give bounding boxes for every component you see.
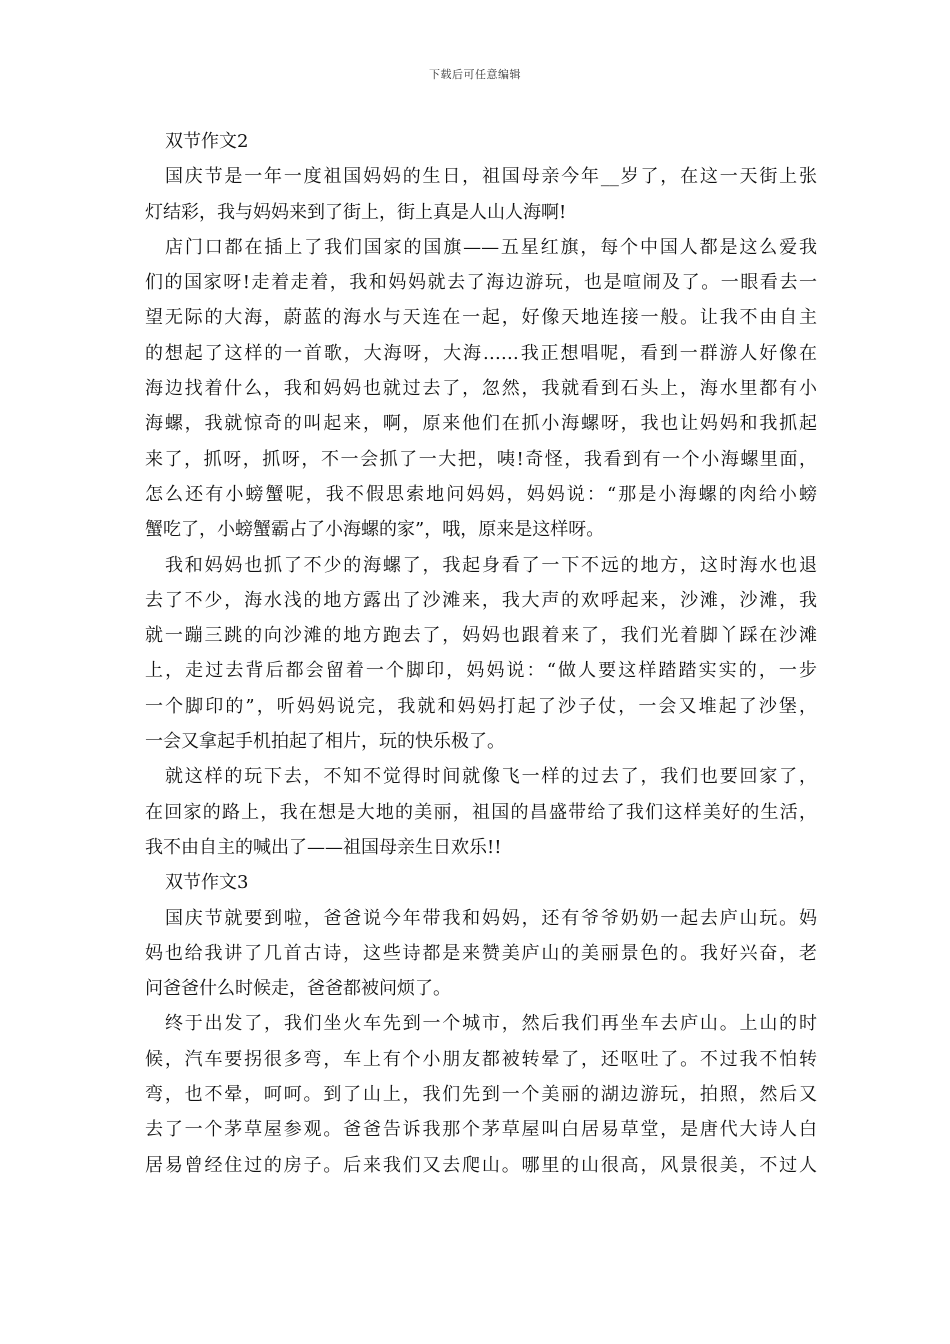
- paragraph-line: 问爸爸什么时候走，爸爸都被问烦了。: [145, 978, 451, 1000]
- document-body: [145, 124, 817, 1183]
- paragraph-line: 我不由自主的喊出了——祖国母亲生日欢乐!!: [145, 836, 502, 858]
- paragraph-line: 海螺，我就惊奇的叫起来，啊，原来他们在抓小海螺呀，我也让妈妈和我抓起: [145, 413, 817, 435]
- paragraph-line: 终于出发了，我们坐火车先到一个城市，然后我们再坐车去庐山。上山的时: [165, 1013, 817, 1035]
- paragraph-line: 国庆节就要到啦，爸爸说今年带我和妈妈，还有爷爷奶奶一起去庐山玩。妈: [165, 907, 817, 929]
- paragraph-line: 望无际的大海，蔚蓝的海水与天连在一起，好像天地连接一般。让我不由自主: [145, 307, 817, 329]
- paragraph-line: 怎么还有小螃蟹呢，我不假思索地问妈妈，妈妈说：“那是小海螺的肉给小螃: [145, 483, 817, 505]
- paragraph-line: 上，走过去背后都会留着一个脚印，妈妈说：“做人要这样踏踏实实的，一步: [145, 660, 817, 682]
- paragraph-line: 居易曾经住过的房子。后来我们又去爬山。哪里的山很高，风景很美，不过人: [145, 1154, 817, 1176]
- paragraph-line: 候，汽车要拐很多弯，车上有个小朋友都被转晕了，还呕吐了。不过我不怕转: [145, 1048, 817, 1070]
- paragraph-line: 就一蹦三跳的向沙滩的地方跑去了，妈妈也跟着来了，我们光着脚丫踩在沙滩: [145, 625, 817, 647]
- paragraph-line: 一个脚印的”，听妈妈说完，我就和妈妈打起了沙子仗，一会又堆起了沙堡，: [145, 695, 817, 717]
- paragraph-line: 来了，抓呀，抓呀，不一会抓了一大把，咦!奇怪，我看到有一个小海螺里面，: [145, 448, 817, 470]
- paragraph-line: 我和妈妈也抓了不少的海螺了，我起身看了一下不远的地方，这时海水也退: [165, 554, 817, 576]
- paragraph-line: 弯，也不晕，呵呵。到了山上，我们先到一个美丽的湖边游玩，拍照，然后又: [145, 1084, 817, 1106]
- section-title: 双节作文3: [165, 872, 249, 894]
- paragraph-line: 妈也给我讲了几首古诗，这些诗都是来赞美庐山的美丽景色的。我好兴奋，老: [145, 942, 817, 964]
- section-title: 双节作文2: [165, 131, 249, 152]
- paragraph-line: 的想起了这样的一首歌，大海呀，大海……我正想唱呢，看到一群游人好像在: [145, 342, 817, 364]
- paragraph-line: 店门口都在插上了我们国家的国旗——五星红旗，每个中国人都是这么爱我: [165, 236, 817, 258]
- paragraph-line: 国庆节是一年一度祖国妈妈的生日，祖国母亲今年__岁了，在这一天街上张: [165, 166, 817, 188]
- paragraph-line: 蟹吃了，小螃蟹霸占了小海螺的家”，哦，原来是这样呀。: [145, 519, 605, 541]
- paragraph-line: 海边找着什么，我和妈妈也就过去了，忽然，我就看到石头上，海水里都有小: [145, 378, 817, 400]
- paragraph-line: 在回家的路上，我在想是大地的美丽，祖国的昌盛带给了我们这样美好的生活，: [145, 801, 817, 823]
- paragraph-line: 们的国家呀!走着走着，我和妈妈就去了海边游玩，也是喧闹及了。一眼看去一: [145, 272, 817, 294]
- paragraph-line: 就这样的玩下去，不知不觉得时间就像飞一样的过去了，我们也要回家了，: [165, 766, 817, 788]
- paragraph-line: 去了不少，海水浅的地方露出了沙滩来，我大声的欢呼起来，沙滩，沙滩，我: [145, 589, 817, 611]
- paragraph-line: 一会又拿起手机拍起了相片，玩的快乐极了。: [145, 731, 505, 753]
- paragraph-line: 去了一个茅草屋参观。爸爸告诉我那个茅草屋叫白居易草堂，是唐代大诗人白: [145, 1119, 817, 1141]
- paragraph-line: 灯结彩，我与妈妈来到了街上，街上真是人山人海啊!: [145, 201, 567, 223]
- header-note: 下载后可任意编辑: [429, 68, 521, 81]
